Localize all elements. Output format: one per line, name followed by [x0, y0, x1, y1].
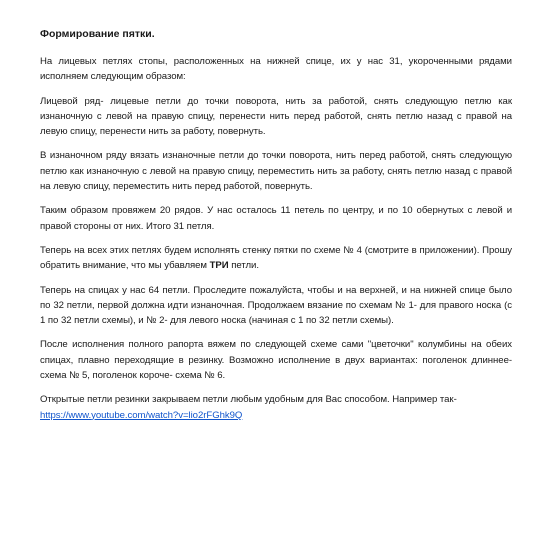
paragraph-bind-off-text: Открытые петли резинки закрываем петли любым удобным для Вас способом. Например так-: [40, 394, 457, 406]
paragraph-bind-off: [40, 392, 512, 423]
paragraph-heel-wall-text: Теперь на всех этих петлях будем исполнять стенку пятки по схеме № 4 (смотрите в приложении). Прошу обратить внимание, что мы убавляем: [40, 244, 512, 272]
youtube-link[interactable]: https://www.youtube.com/watch?v=lio2rFGhk9Q: [40, 409, 243, 421]
paragraph-stitches-intro: На лицевых петлях стопы, расположенных на нижней спице, их у нас 31, укороченными рядами исполняем следующим образом:: [40, 56, 512, 83]
emphasis-three: ТРИ: [209, 260, 229, 272]
paragraph-rows-count: Таким образом провяжем 20 рядов. У нас осталось 11 петель по центру, и по 10 обернутых с левой и правой стороны от них. Итого 31 петля.: [40, 205, 512, 232]
paragraph-heel-wall-end: петли.: [228, 260, 259, 272]
document-title: Формирование пятки.: [40, 28, 155, 40]
paragraph-stitch-count: Теперь на спицах у нас 64 петли. Проследите пожалуйста, чтобы и на верхней, и на нижней спице было по 32 петли, первой должна идти изнаночная. Продолжаем вязание по схемам № 1- для правого носка (с 1 по 32 петли схемы), и № 2- для левого носка (начиная с 1 по 32 петли схемы).: [40, 284, 512, 327]
paragraph-knit-row: Лицевой ряд- лицевые петли до точки поворота, нить за работой, снять следующую петлю как изнаночную с левой на правую спицу, перенести нить перед работой, снять петлю назад с правой на левую спицу, перенести нить за работу, повернуть.: [40, 95, 512, 138]
paragraph-purl-row: В изнаночном ряду вязать изнаночные петли до точки поворота, нить перед работой, снять следующую петлю как изнаночную с левой на правую спицу, переместить нить за работу, снять петлю назад с правой на левую спицу, переместить нить перед работой, повернуть.: [40, 150, 512, 193]
document-page: [40, 27, 512, 432]
paragraph-heel-wall: [40, 243, 512, 274]
paragraph-flowers: После исполнения полного рапорта вяжем по следующей схеме сами "цветочки" колумбины на обеих спицах, плавно переходящие в резинку. Возможно исполнение в двух вариантах: поголенок длиннее- схема № 5, поголенок короче- схема № 6.: [40, 339, 512, 382]
